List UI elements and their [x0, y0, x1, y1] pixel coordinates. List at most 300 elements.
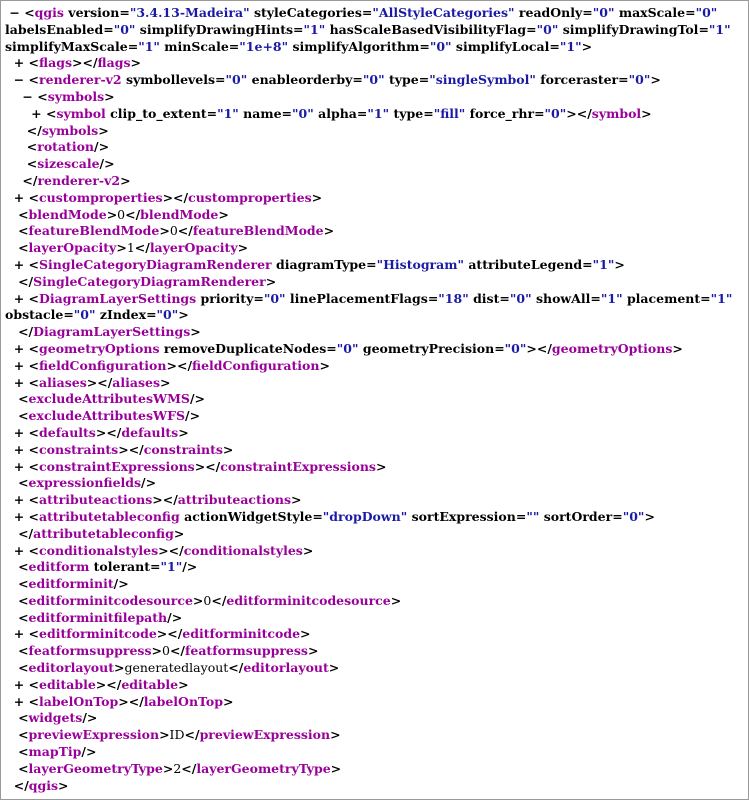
xml-punct: >	[106, 206, 118, 222]
xml-indent	[5, 257, 14, 272]
xml-punct: >	[178, 307, 189, 323]
xml-punct: </	[18, 324, 34, 340]
xml-val: "1e+8"	[239, 38, 289, 54]
xml-val: "0"	[544, 105, 567, 121]
xml-punct: </	[134, 240, 150, 256]
xml-indent	[5, 442, 14, 457]
xml-punct: >	[159, 223, 170, 239]
xml-punct: >	[265, 273, 277, 289]
xml-punct: ></	[118, 693, 144, 709]
xml-eq: =	[326, 340, 337, 356]
xml-attr: tolerant	[89, 559, 151, 575]
xml-val: "0"	[292, 105, 314, 121]
xml-line	[5, 526, 746, 543]
xml-attr: simplifyLocal	[451, 38, 550, 54]
xml-eq: =	[534, 105, 545, 121]
xml-val: "AllStyleCategories"	[372, 5, 515, 20]
xml-indent	[5, 341, 14, 356]
xml-punct: ></	[86, 374, 113, 390]
xml-indent	[5, 492, 14, 507]
xml-attr: linePlacementFlags	[285, 290, 428, 306]
xml-eq: =	[618, 72, 629, 88]
xml-eq: =	[352, 72, 363, 88]
xml-attr: sortExpression	[407, 508, 516, 524]
collapse-toggle-icon[interactable]: −	[13, 72, 29, 88]
xml-line	[5, 660, 746, 677]
xml-indent	[5, 459, 14, 474]
xml-punct: <	[18, 643, 29, 659]
xml-text: generatedlayout	[124, 660, 229, 676]
xml-tag: constraints	[143, 441, 223, 457]
xml-punct: ></	[72, 55, 98, 71]
xml-punct: </	[18, 273, 34, 289]
xml-punct: ></	[194, 458, 221, 474]
xml-val: "0"	[156, 307, 179, 323]
xml-punct: >	[190, 324, 201, 340]
xml-punct: <	[28, 492, 40, 508]
xml-indent	[5, 526, 18, 541]
xml-tag: featureBlendMode	[28, 223, 160, 239]
xml-punct: ></	[152, 492, 178, 508]
xml-val: "0"	[336, 340, 359, 356]
xml-punct: <	[18, 240, 29, 256]
xml-val: "0"	[622, 508, 645, 524]
xml-val: "0"	[509, 290, 532, 306]
expand-toggle-icon[interactable]: +	[13, 189, 29, 205]
xml-punct: </	[177, 223, 193, 239]
xml-attr: dist	[468, 290, 500, 306]
xml-tag: labelOnTop	[143, 693, 223, 709]
xml-indent	[5, 475, 18, 490]
xml-val: ""	[526, 508, 540, 524]
xml-indent	[5, 89, 22, 104]
xml-eq: =	[356, 105, 368, 121]
xml-eq: =	[281, 105, 293, 121]
xml-punct: >	[222, 693, 234, 709]
xml-tag: constraintExpressions	[220, 458, 376, 474]
xml-val: "1"	[367, 105, 390, 121]
xml-punct: <	[28, 626, 40, 642]
xml-val: "0"	[695, 5, 718, 20]
xml-attr: forceraster	[535, 72, 619, 88]
xml-eq: =	[228, 38, 240, 54]
xml-tag: symbol	[56, 105, 106, 121]
xml-punct: </	[169, 643, 185, 659]
xml-indent	[5, 123, 27, 138]
xml-line	[5, 123, 746, 140]
xml-line	[5, 291, 746, 308]
xml-val: "1"	[303, 21, 326, 37]
xml-eq: =	[612, 508, 623, 524]
xml-indent	[5, 643, 18, 658]
xml-punct: <	[28, 55, 40, 71]
xml-line	[5, 5, 746, 22]
xml-tag: constraintExpressions	[39, 458, 195, 474]
xml-tag: editforminitcode	[39, 626, 157, 642]
xml-punct: </	[228, 660, 244, 676]
xml-punct: >	[173, 525, 185, 541]
expand-toggle-icon[interactable]: +	[13, 374, 29, 390]
xml-line	[5, 559, 746, 576]
xml-eq: =	[582, 5, 593, 20]
xml-tag: symbols	[47, 88, 105, 104]
xml-val: "0"	[263, 290, 286, 306]
xml-attr: force_rhr	[465, 105, 535, 121]
xml-punct: />	[81, 744, 97, 760]
xml-line	[5, 475, 746, 492]
collapse-toggle-icon[interactable]: −	[9, 5, 25, 20]
xml-attr: symbollevels	[121, 72, 216, 88]
xml-punct: >	[116, 240, 127, 256]
xml-attr: removeDuplicateNodes	[159, 340, 327, 356]
xml-indent	[5, 408, 18, 423]
xml-line	[5, 610, 746, 627]
xml-tag: flags	[39, 55, 72, 71]
xml-tag: attributetableconfig	[39, 508, 180, 524]
xml-line	[5, 576, 746, 593]
xml-tag: attributeactions	[177, 492, 292, 508]
xml-punct: />	[94, 139, 110, 155]
xml-punct: />	[141, 475, 157, 491]
xml-punct: </	[125, 206, 141, 222]
xml-punct: </	[211, 592, 227, 608]
xml-eq: =	[549, 38, 560, 54]
xml-attr: showAll	[531, 290, 591, 306]
xml-tag: layerOpacity	[28, 240, 117, 256]
xml-punct: <	[18, 609, 29, 625]
xml-punct: >	[178, 676, 189, 692]
xml-indent	[5, 744, 18, 759]
xml-val: "3.4.13-Madeira"	[129, 5, 250, 20]
xml-eq: =	[418, 72, 430, 88]
xml-eq: =	[499, 290, 510, 306]
xml-punct: >	[614, 256, 625, 272]
xml-punct: <	[28, 256, 40, 272]
xml-line	[5, 207, 746, 224]
xml-tag: qgis	[34, 5, 64, 20]
xml-tag: rotation	[37, 139, 94, 155]
xml-attr: sortOrder	[539, 508, 613, 524]
xml-val: "1"	[559, 38, 582, 54]
xml-punct: >	[581, 38, 593, 54]
expand-toggle-icon[interactable]: +	[13, 256, 29, 272]
xml-eq: =	[150, 559, 161, 575]
xml-punct: <	[28, 542, 40, 558]
xml-attr: attributeLegend	[463, 256, 583, 272]
xml-tag: widgets	[28, 710, 83, 726]
xml-text: 0	[117, 206, 126, 222]
xml-indent	[5, 576, 18, 591]
xml-indent	[5, 543, 14, 558]
xml-line	[5, 324, 746, 341]
xml-indent	[5, 240, 18, 255]
xml-punct: >	[192, 592, 204, 608]
expand-toggle-icon[interactable]: +	[13, 626, 29, 642]
xml-indent	[5, 660, 18, 675]
xml-attr: simplifyDrawingHints	[135, 21, 294, 37]
xml-punct: <	[26, 156, 38, 172]
xml-eq: =	[215, 72, 226, 88]
xml-attr: obstacle	[5, 307, 64, 323]
xml-punct: <	[18, 710, 29, 726]
xml-indent	[5, 694, 14, 709]
xml-line	[5, 509, 746, 526]
xml-indent	[5, 375, 14, 390]
expand-toggle-icon[interactable]: +	[13, 441, 29, 457]
xml-tag: DiagramLayerSettings	[33, 324, 191, 340]
xml-tag: featformsuppress	[184, 643, 308, 659]
xml-line	[5, 240, 746, 257]
xml-line	[5, 22, 746, 39]
expand-toggle-icon[interactable]: +	[13, 357, 29, 373]
xml-attr: zIndex	[95, 307, 147, 323]
xml-punct: >	[130, 55, 141, 71]
xml-attr: hasScaleBasedVisibilityFlag	[325, 21, 527, 37]
xml-line	[5, 223, 746, 240]
xml-punct: ></	[158, 542, 184, 558]
xml-eq: =	[63, 307, 74, 323]
collapse-toggle-icon[interactable]: −	[22, 88, 38, 104]
xml-val: "0"	[628, 72, 651, 88]
xml-punct: >	[300, 626, 311, 642]
xml-eq: =	[146, 307, 157, 323]
xml-punct: >	[159, 727, 170, 743]
expand-toggle-icon[interactable]: +	[13, 492, 29, 508]
expand-toggle-icon[interactable]: +	[13, 55, 29, 71]
xml-tag: sizescale	[37, 156, 100, 172]
xml-indent	[5, 274, 18, 289]
xml-line	[5, 274, 746, 291]
xml-line	[5, 89, 746, 106]
xml-tag: attributeactions	[39, 492, 153, 508]
xml-line	[5, 156, 746, 173]
xml-indent	[5, 391, 18, 406]
xml-val: "0"	[592, 5, 615, 20]
xml-punct: >	[178, 424, 189, 440]
xml-eq: =	[590, 290, 601, 306]
xml-indent	[5, 610, 18, 625]
expand-toggle-icon[interactable]: +	[13, 424, 29, 440]
xml-punct: >	[330, 760, 342, 776]
xml-attr: labelsEnabled	[5, 21, 104, 37]
xml-attr: name	[238, 105, 282, 121]
xml-tag: editable	[39, 676, 96, 692]
xml-val: "singleSymbol"	[429, 72, 536, 88]
xml-text: 0	[203, 592, 212, 608]
xml-line	[5, 727, 746, 744]
xml-val: "0"	[362, 72, 385, 88]
xml-punct: >	[672, 340, 683, 356]
xml-indent	[5, 593, 18, 608]
xml-punct: >	[160, 374, 171, 390]
xml-line	[5, 139, 746, 156]
xml-attr: priority	[196, 290, 254, 306]
xml-tag: layerOpacity	[149, 240, 238, 256]
xml-eq: =	[127, 38, 139, 54]
xml-tag: excludeAttributesWFS	[28, 408, 185, 424]
xml-eq: =	[366, 256, 377, 272]
xml-tag: geometryOptions	[551, 340, 673, 356]
xml-line	[5, 375, 746, 392]
xml-punct: <	[28, 357, 40, 373]
expand-toggle-icon[interactable]: +	[13, 340, 29, 356]
xml-eq: =	[253, 290, 264, 306]
xml-punct: <	[28, 374, 40, 390]
xml-line	[5, 710, 746, 727]
xml-punct: />	[99, 156, 115, 172]
xml-punct: >	[104, 88, 115, 104]
xml-tag: SingleCategoryDiagramRenderer	[33, 273, 266, 289]
xml-eq: =	[698, 21, 709, 37]
xml-tag: defaults	[121, 424, 179, 440]
xml-val: "0"	[225, 72, 248, 88]
xml-tag: symbol	[591, 105, 642, 121]
xml-punct: >	[311, 189, 323, 205]
xml-indent	[5, 358, 14, 373]
xml-punct: />	[185, 408, 201, 424]
xml-indent	[5, 324, 18, 339]
xml-eq: =	[423, 105, 434, 121]
xml-attr: styleCategories	[249, 5, 362, 20]
expand-toggle-icon[interactable]: +	[31, 105, 46, 121]
xml-tag: fieldConfiguration	[192, 357, 320, 373]
xml-punct: <	[18, 475, 29, 491]
xml-tag: conditionalstyles	[39, 542, 159, 558]
xml-tag: featformsuppress	[28, 643, 152, 659]
xml-tag: editforminitcodesource	[28, 592, 193, 608]
expand-toggle-icon[interactable]: +	[13, 508, 29, 524]
xml-indent	[5, 727, 18, 742]
xml-tag: customproperties	[39, 189, 163, 205]
xml-attr: simplifyDrawingTol	[558, 21, 699, 37]
xml-tag: renderer-v2	[37, 172, 121, 188]
xml-indent	[5, 778, 14, 793]
xml-tag: renderer-v2	[39, 72, 122, 88]
xml-line	[5, 106, 746, 123]
xml-punct: ></	[156, 626, 183, 642]
xml-line	[5, 626, 746, 643]
xml-punct: <	[45, 105, 57, 121]
xml-attr: type	[389, 105, 424, 121]
xml-eq: =	[103, 21, 114, 37]
xml-punct: <	[28, 458, 40, 474]
xml-punct: >	[390, 592, 402, 608]
xml-val: "dropDown"	[322, 508, 408, 524]
xml-text: 1	[126, 240, 135, 256]
xml-indent	[5, 207, 18, 222]
xml-tag: editforminitfilepath	[28, 609, 168, 625]
xml-eq: =	[700, 290, 711, 306]
xml-punct: </	[13, 777, 29, 793]
xml-punct: ></	[95, 676, 122, 692]
xml-tag: defaults	[39, 424, 96, 440]
expand-toggle-icon[interactable]: +	[13, 290, 29, 306]
xml-attr: simplifyAlgorithm	[288, 38, 420, 54]
xml-punct: >	[58, 777, 69, 793]
xml-punct: >	[98, 122, 109, 138]
xml-line	[5, 778, 746, 795]
xml-punct: />	[82, 710, 98, 726]
xml-attr: simplifyMaxScale	[5, 38, 128, 54]
xml-val: "1"	[138, 38, 160, 54]
xml-attr: enableorderby	[247, 72, 353, 88]
xml-punct: <	[26, 139, 38, 155]
xml-val: "18"	[438, 290, 469, 306]
xml-punct: <	[18, 592, 29, 608]
xml-punct: >	[291, 492, 302, 508]
xml-indent	[5, 677, 14, 692]
xml-val: "0"	[113, 21, 136, 37]
xml-tag: layerGeometryType	[196, 760, 331, 776]
xml-line	[5, 72, 746, 89]
xml-punct: >	[237, 240, 249, 256]
xml-punct: </	[184, 727, 200, 743]
xml-punct: >	[307, 643, 319, 659]
xml-punct: />	[113, 576, 129, 592]
xml-tag: aliases	[39, 374, 87, 390]
xml-tag: editforminit	[28, 576, 114, 592]
xml-val: "0"	[536, 21, 559, 37]
xml-line	[5, 307, 746, 324]
xml-tag: blendMode	[28, 206, 107, 222]
expand-toggle-icon[interactable]: +	[13, 542, 29, 558]
xml-punct: ></	[566, 105, 592, 121]
xml-line	[5, 190, 746, 207]
xml-attr: placement	[622, 290, 701, 306]
expand-toggle-icon[interactable]: +	[13, 676, 29, 692]
xml-eq: =	[427, 290, 439, 306]
xml-punct: <	[18, 760, 29, 776]
xml-line	[5, 358, 746, 375]
xml-tag: excludeAttributesWMS	[28, 391, 190, 407]
xml-punct: />	[182, 559, 198, 575]
expand-toggle-icon[interactable]: +	[13, 693, 29, 709]
xml-punct: >	[151, 643, 162, 659]
xml-punct: </	[18, 525, 34, 541]
xml-tag: expressionfields	[28, 475, 142, 491]
xml-attr: minScale	[159, 38, 229, 54]
xml-indent	[5, 509, 14, 524]
xml-val: "Histogram"	[376, 256, 464, 272]
xml-line	[5, 593, 746, 610]
xml-tag: editable	[121, 676, 179, 692]
xml-attr: maxScale	[614, 5, 686, 20]
xml-line	[5, 459, 746, 476]
xml-punct: >	[222, 441, 234, 457]
xml-eq: =	[526, 21, 537, 37]
xml-tag: fieldConfiguration	[39, 357, 167, 373]
xml-punct: >	[114, 660, 125, 676]
xml-punct: ></	[95, 424, 122, 440]
xml-punct: <	[28, 676, 40, 692]
xml-attr: alpha	[313, 105, 357, 121]
xml-eq: =	[515, 508, 527, 524]
xml-punct: <	[28, 189, 40, 205]
xml-indent	[5, 190, 14, 205]
xml-attr: type	[384, 72, 419, 88]
xml-text: 2	[173, 760, 182, 776]
xml-indent	[5, 710, 18, 725]
xml-tag: symbols	[41, 122, 99, 138]
xml-line	[5, 744, 746, 761]
xml-punct: ></	[118, 441, 144, 457]
xml-eq: =	[312, 508, 323, 524]
xml-val: "1"	[217, 105, 239, 121]
xml-tag: previewExpression	[28, 727, 160, 743]
xml-punct: >	[120, 172, 131, 188]
xml-punct: <	[18, 576, 29, 592]
expand-toggle-icon[interactable]: +	[13, 458, 29, 474]
